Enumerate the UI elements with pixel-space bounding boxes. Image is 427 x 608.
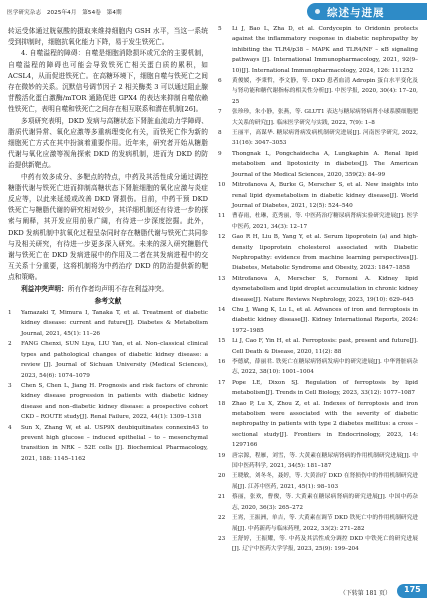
reference-number: 11 xyxy=(218,213,226,220)
reference-item xyxy=(218,534,418,555)
reference-text: 王舒婷，王振耀，等. 中药及其活性成分调控 DKD 中铁死亡的研究进展[J]. 辽宁中医药大学学报, 2023, 25(9): 199–204 xyxy=(232,535,418,553)
tag-dot-icon xyxy=(315,9,320,14)
reference-number: 12 xyxy=(218,234,226,241)
reference-text: Mitrofanova A, Merscher S, Fornoni A. Kidney lipid dysmetabolism and lipid droplet accumulation in chronic kidney disease[J]. Nature Reviews Nephrology, 2023, 19(10): 629–645 xyxy=(232,275,418,303)
reference-item xyxy=(218,492,418,513)
reference-item xyxy=(218,232,418,274)
conflict-statement xyxy=(8,284,208,295)
reference-number: 1 xyxy=(8,310,12,317)
reference-item xyxy=(218,107,418,128)
reference-item xyxy=(8,423,208,465)
reference-list xyxy=(8,308,208,464)
reference-text: Pope LE, Dixon SJ. Regulation of ferroptosis by lipid metabolism[J]. Trends in Cell Biology, 2023, 33(12): 1077–1087 xyxy=(232,379,418,397)
reference-text: 黄俊媛，李秉哲，李文静，等. DKD 患者血清 Adropin 蛋白水平变化及与肾功能和糖代谢指标的相关性分析[J]. 中医学报, 2020, 30(4): 17–20, 25 xyxy=(232,78,418,105)
reference-item xyxy=(218,336,418,357)
right-column xyxy=(218,24,418,555)
reference-text: Sun X, Zhang W, et al. USP9X deubiquitinates connexin43 to prevent high glucose – induced epithelial – to – mesenchymal transition in NRK – 52E cells [J]. Biochemical Pharmacology, 2021, 188: 1145–1162 xyxy=(21,424,208,462)
reference-item xyxy=(8,339,208,381)
reference-number: 22 xyxy=(218,515,226,522)
reference-item xyxy=(8,308,208,339)
reference-number: 13 xyxy=(218,275,226,282)
reference-item xyxy=(8,381,208,423)
reference-item xyxy=(218,399,418,451)
reference-item xyxy=(218,274,418,305)
left-column xyxy=(8,26,208,464)
reference-item xyxy=(218,378,418,399)
body-paragraph: 4. 自噬溢程的障碍：自噬是细胞消除损坏或冗余的主要机制，自噬溢程的障碍也可能会导致铁死亡相关蛋白质的累积，如 ACSL4，从而促进铁死亡。在高糖环境下，细胞自噬与铁死亡之间存在微妙的关系。沉默信号调节因子 2 相关酶类 3 可以通过阻止腺苷酸活化蛋白激酶/mTOR 通路促进 GPX4 的表达来抑制自噬依赖性铁死亡，表明自噬和铁死亡之间存在相互联系和潜在机制[26]。 xyxy=(8,49,208,114)
reference-text: Mitrofanova A, Burke G, Merscher S, et al. New insights into renal lipid dysmetabolism in diabetic kidney disease[J]. World Journal of Diabetes, 2021, 12(5): 524–540 xyxy=(232,182,418,209)
reference-text: Gao R H, Liu B, Yang Y, et al. Serum lipoprotein (a) and high-density lipoprotein cholesterol associated with Diabetic Nephropathy: evidence from machine learning perspectives[J]. Diabetes, Metabolic Syndrome and Obesity, 2023: 1847–1858 xyxy=(232,234,418,272)
reference-number: 8 xyxy=(218,130,222,137)
reference-item xyxy=(218,180,418,211)
reference-item xyxy=(218,76,418,107)
reference-number: 10 xyxy=(218,182,226,189)
reference-item xyxy=(218,471,418,492)
reference-text: Thongnak L, Pongchaidecha A, Lungkaphin A. Renal lipid metabolism and lipotoxicity in diabetes[J]. The American Journal of the Medical Sciences, 2020, 359(2): 84–99 xyxy=(232,150,418,178)
reference-text: Li J, Bao L, Zha D, et al. Cordycepin to Oridonin protects against the inflammatory response in diabetic nephropathy by inhibiting the TLR4/p38 – MAPK and TLR4/NF – κB signaling pathways [J]. International Immunopharmacology, 2021, 92(9–10)[J]. International Immunopharmacology, 2024, 126: 111252 xyxy=(232,26,418,74)
reference-number: 3 xyxy=(8,382,12,389)
reference-text: 王丽平，高谋华. 糖尿病肾病发病机制研究进展[J]. 河南医学研究, 2022, 31(16): 3047–3053 xyxy=(232,130,418,147)
page-header xyxy=(0,0,427,24)
reference-number: 20 xyxy=(218,473,226,480)
reference-item xyxy=(218,451,418,472)
page-number-tab xyxy=(397,584,427,598)
reference-text: 曹春雨，杜琳，范秀丽，等. 中医药治疗糖尿病肾病实验研究进展[J]. 医学中医药, 2021, 34(3): 12–17 xyxy=(232,213,418,230)
reference-number: 5 xyxy=(218,26,222,32)
reference-number: 18 xyxy=(218,400,226,407)
reference-text: 王晓敏，刘冬冬，聂婷，等. 大黄治疗 DKD 在肾损伤中的作用机制研究进展[J]. 江苏中医药, 2021, 45(1): 98–103 xyxy=(232,473,418,490)
reference-number: 16 xyxy=(218,359,226,365)
reference-number: 9 xyxy=(218,150,222,157)
body-paragraph: 多项研究表明，DKD 发病与高糖状态下肾脏血流动力学障碍、脂质代谢异常、氧化应激等多重病理变化有关，而铁死亡作为新的细胞死亡方式在其中扮演着重要作用。近年来，研究者开始从糖脂代谢与氧化应激等视角探索 DKD 的发病机制，进而为 DKD 的防治提供新靶点。 xyxy=(8,116,208,170)
reference-text: Chen S, Chen L, Jiang H. Prognosis and risk factors of chronic kidney disease progression in patients with diabetic kidney disease and non–diabetic kidney disease: a prospective cohort CKD – ROUTE study[J]. Renal Failure, 2022, 44(1): 1309–1318 xyxy=(21,382,208,421)
section-tag-label: 综述与进展 xyxy=(327,7,385,19)
reference-item xyxy=(218,211,418,232)
reference-list xyxy=(218,24,418,555)
page-number: 175 xyxy=(404,585,421,594)
reference-item xyxy=(218,24,418,76)
reference-text: Li J, Cao F, Yin H, et al. Ferroptosis: past, present and future[J]. Cell Death & Disease, 2020, 11(2): 88 xyxy=(232,338,418,355)
reference-number: 17 xyxy=(218,379,226,386)
reference-number: 6 xyxy=(218,78,222,85)
reference-number: 7 xyxy=(218,109,222,116)
reference-text: 李德斌，薛丽君. 铁死亡在糖尿病肾病发病中的研究进展[J]. 中华肾脏病杂志, 2022, 38(10): 1001–1004 xyxy=(232,359,418,376)
reference-text: Yamazaki T, Mimura I, Tanaka T, et al. Treatment of diabetic kidney disease: current and future[J]. Diabetes & Metabolism Journal, 2021, 45(1): 11–26 xyxy=(21,310,208,337)
body-paragraph: 中药有效多成分、多靶点的特点，中药及其活性成分通过调控糖脂代谢与铁死亡进而抑制高糖状态下肾脏细胞的氧化应激与炎症反应等，以此来延缓或改善 DKD 肾损伤。目前，中药干预 DKD 铁死亡与糖脂代谢的研究相对较少，其详细机制还有待进一步的探索与阐释，其开发应用前景广阔，有待进一步深度挖掘。此外，DKD 发病机制中抗氧化过程呈杂同时存在糖脂代谢与铁死亡共同参与及相关研究，有待进一步更多深入研究。未来的深入研究糖脂代谢与铁死亡在 DKD 发病进展中的作用及二者在其发病进程中的交互关系十分重要，这将机制将为中药治疗 DKD 的防治提供新的靶点和策略。 xyxy=(8,172,208,282)
reference-number: 14 xyxy=(218,306,226,313)
conflict-text: 所有作者均声明不存在利益冲突。 xyxy=(67,284,169,293)
reference-number: 23 xyxy=(218,535,226,542)
conflict-label: 利益冲突声明： xyxy=(21,284,68,293)
reference-item xyxy=(218,149,418,180)
reference-item xyxy=(218,513,418,534)
reference-number: 2 xyxy=(8,341,12,348)
reference-item xyxy=(218,357,418,378)
reference-text: Chu J, Wang K, Lu L, et al. Advances of iron and ferroptosis in diabetic kidney disease[J]. Kidney International Reports, 2024: 1972–1985 xyxy=(232,306,418,334)
continued-note: （下转第 181 页） xyxy=(339,590,391,597)
reference-number: 4 xyxy=(8,424,12,431)
reference-text: 唐宗源，程雁，刘雪，等. 大黄素在糖尿病肾病的作用机制研究进展[J]. 中国中医药科学, 2021, 34(5): 181–187 xyxy=(232,452,418,470)
references-title: 参考文献 xyxy=(94,296,122,305)
reference-text: 张珍珍，朱小静，张燕，等. GLUT1 表达与糖尿病肾病肾小球系膜细胞肥大关系的研究[J]. 临床医学研究与实践, 2022, 7(9): 1–8 xyxy=(232,109,418,126)
reference-number: 15 xyxy=(218,338,226,345)
reference-item xyxy=(218,128,418,149)
body-paragraph: 转运受体通过胱氨酸的摄取来维持细胞内 GSH 水平，当这一系统受到抑制时，细胞抗氧化能力下降，易于发生铁死亡。 xyxy=(8,27,208,47)
journal-info: 医学研究杂志 2025年4月 第54卷 第4期 xyxy=(7,10,122,16)
reference-text: Zhao P, Lu X, Zhou Z, et al. Indexes of ferroptosis and iron metabolism were associated with the severity of diabetic nephropathy in patients with type 2 diabetes mellitus: a cross – sectional study[J]. Frontiers in Endocrinology, 2023, 14: 1297166 xyxy=(232,400,418,449)
reference-number: 19 xyxy=(218,452,226,459)
reference-text: 蔡丽，张欢，曹俊，等. 大黄素在糖尿病肾病的研究进展[J]. 中国中药杂志, 2020, 36(3): 265–272 xyxy=(232,494,418,511)
reference-text: 王霄，王振洲，单吉，等. 大黄素在调节 DKD 铁死亡中的作用机制研究进展[J]. 中药新药与临床药理, 2022, 33(2): 271–282 xyxy=(232,515,418,532)
section-tag xyxy=(307,3,427,20)
reference-item xyxy=(218,305,418,336)
reference-text: FANG Chenxi, SUN Liya, LIU Yan, et al. Non–classical clinical types and pathological changes of diabetic kidney disease: a review [J]. Journal of Sichuan University (Medical Sciences), 2023, 54(6): 1074–1079 xyxy=(21,341,208,379)
reference-number: 21 xyxy=(218,494,226,501)
